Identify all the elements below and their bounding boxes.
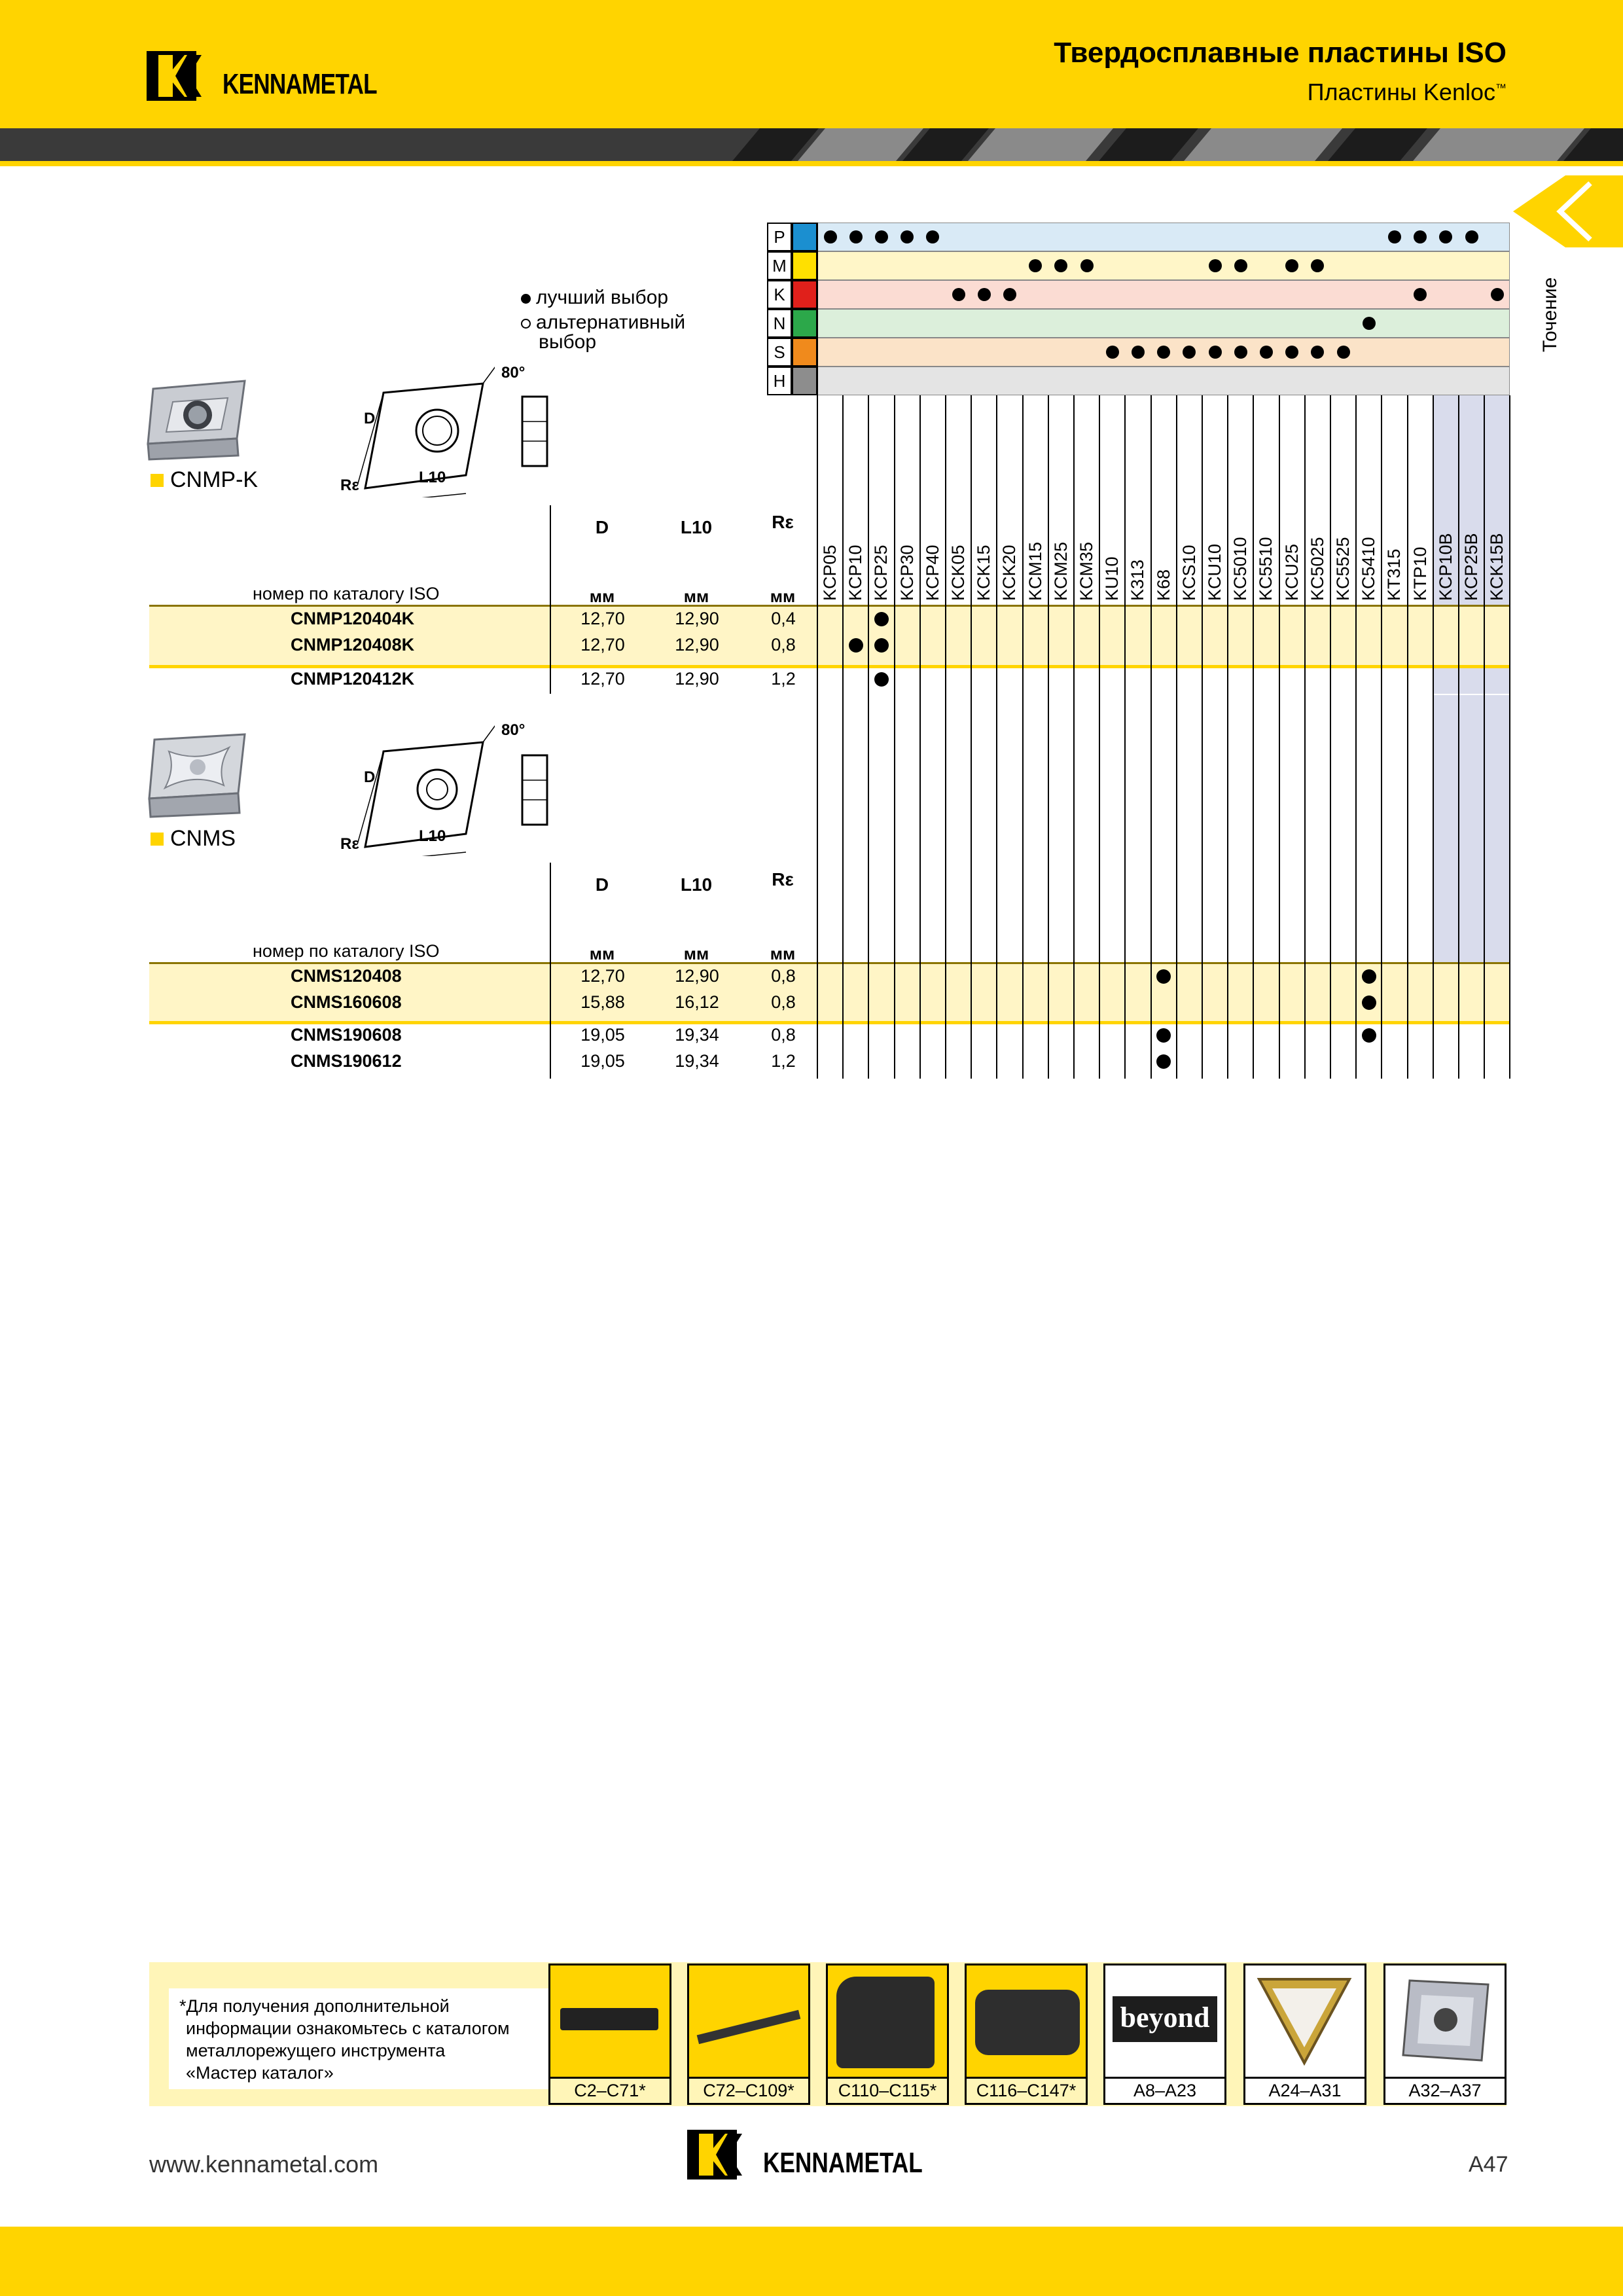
grid-line (868, 395, 869, 1079)
grid-line-left (817, 223, 818, 395)
value-re: 1,2 (771, 669, 796, 689)
dim-d-cnmp: D (364, 410, 376, 427)
value-l10: 12,90 (675, 609, 719, 628)
material-color-P (792, 223, 817, 251)
best-choice-dot-K68 (1156, 1028, 1171, 1043)
material-color-S (792, 338, 817, 367)
reference-thumb-1 (687, 1964, 810, 2079)
grid-line (1304, 395, 1306, 1079)
row-top-line-CNMS (149, 962, 1510, 964)
grade-label-KCK15: KCK15 (974, 545, 994, 601)
reference-note-line-1: *Для получения дополнительной (179, 1996, 450, 2016)
grid-line (1381, 395, 1382, 1079)
grade-label-KC5510: KC5510 (1256, 537, 1276, 601)
side-tab-label: Точение (1539, 277, 1561, 352)
grade-label-KCM35: KCM35 (1077, 541, 1096, 601)
cartridge-icon (836, 1977, 935, 2068)
dim-l10-cnms: L10 (419, 827, 446, 845)
material-row-M (817, 251, 1510, 280)
grid-line (1099, 395, 1100, 1079)
grade-label-KCP05: KCP05 (820, 545, 840, 601)
reference-note-line-3: металлорежущего инструмента (186, 2041, 446, 2060)
divider-numbers (550, 505, 551, 694)
grade-label-KC5025: KC5025 (1307, 537, 1327, 601)
value-d: 12,70 (580, 669, 625, 689)
grid-line (1253, 395, 1254, 1079)
col-header-re: Rε (772, 512, 794, 532)
material-row-N (817, 309, 1510, 338)
material-color-N (792, 309, 817, 338)
dim-angle-cnms: 80° (501, 721, 526, 739)
value-re: 0,4 (771, 609, 796, 628)
footer-band (0, 2227, 1623, 2296)
material-dot-K-KCK15B (1491, 288, 1504, 301)
col-header-catalog: номер по каталогу ISO (253, 584, 440, 603)
grid-line (1176, 395, 1177, 1079)
material-letter-K: K (767, 280, 792, 309)
material-dot-S-KCU10 (1209, 346, 1222, 359)
value-d: 19,05 (580, 1051, 625, 1071)
reference-page-3: C116–C147* (965, 2079, 1088, 2105)
col-header-d: D (595, 517, 609, 537)
material-dot-M-KC5010 (1234, 259, 1247, 272)
material-row-P (817, 223, 1510, 251)
material-dot-M-KCM35 (1080, 259, 1094, 272)
col-header-d: D (595, 874, 609, 895)
best-choice-dot-KC5410 (1362, 1028, 1376, 1043)
grade-label-KCP10: KCP10 (846, 545, 866, 601)
row-sep-line-CNMP-K (149, 665, 1510, 668)
reference-page-0: C2–C71* (548, 2079, 671, 2105)
grid-line (894, 395, 895, 1079)
value-d: 12,70 (580, 966, 625, 986)
reference-page-2: C110–C115* (826, 2079, 949, 2105)
value-re: 0,8 (771, 1025, 796, 1045)
value-d: 12,70 (580, 635, 625, 655)
footer-logo-wordmark: KENNAMETAL (763, 2147, 923, 2179)
row-sep-line-CNMS (149, 1021, 1510, 1024)
best-choice-dot-KCP25 (874, 672, 889, 687)
grid-line (1509, 395, 1510, 1079)
grid-line (1407, 395, 1408, 1079)
grid-line (1202, 395, 1203, 1079)
col-header-catalog: номер по каталогу ISO (253, 941, 440, 961)
catalog-number: CNMS120408 (291, 966, 402, 986)
grid-line (1048, 395, 1049, 1079)
grid-line (842, 395, 844, 1079)
footer-url[interactable]: www.kennametal.com (149, 2151, 379, 2178)
grid-line (996, 395, 997, 1079)
material-row-H (817, 367, 1510, 395)
unit-l10: мм (683, 944, 709, 963)
value-d: 19,05 (580, 1025, 625, 1045)
grade-label-KCK20: KCK20 (999, 545, 1020, 601)
grid-line (1330, 395, 1331, 1079)
catalog-number: CNMS190612 (291, 1051, 402, 1071)
col-header-re: Rε (772, 869, 794, 889)
material-dot-K-KCK05 (952, 288, 965, 301)
grade-label-KCP10B: KCP10B (1435, 533, 1455, 601)
grade-label-KCS10: KCS10 (1179, 545, 1199, 601)
best-choice-dot-KC5410 (1362, 969, 1376, 984)
dim-d-cnms: D (364, 768, 376, 786)
grid-line (919, 395, 921, 1079)
material-dot-K-KCK20 (1003, 288, 1016, 301)
material-color-H (792, 367, 817, 395)
grid-line (1484, 395, 1485, 1079)
grade-label-KCP40: KCP40 (922, 545, 942, 601)
catalog-number: CNMP120412K (291, 669, 415, 689)
material-letter-S: S (767, 338, 792, 367)
grid-line (1355, 395, 1357, 1079)
grid-line (1433, 395, 1434, 1079)
material-letter-H: H (767, 367, 792, 395)
tool-holder-icon (560, 2008, 658, 2030)
unit-re: мм (770, 944, 796, 963)
material-dot-S-KU10 (1106, 346, 1119, 359)
grade-label-KCP25: KCP25 (871, 545, 891, 601)
material-dot-S-KC5510 (1260, 346, 1273, 359)
value-l10: 19,34 (675, 1051, 719, 1071)
dim-l10-cnmp: L10 (419, 469, 446, 486)
reference-page-5: A24–A31 (1243, 2079, 1366, 2105)
unit-d: мм (589, 586, 615, 606)
footer-kennametal-logo (687, 2128, 962, 2181)
grid-line (1022, 395, 1024, 1079)
value-l10: 19,34 (675, 1025, 719, 1045)
best-choice-dot-KCP10 (849, 638, 863, 653)
shaded-gap (1433, 694, 1510, 695)
page-title: Твердосплавные пластины ISO (1054, 37, 1507, 69)
grid-line (1073, 395, 1075, 1079)
triangle-insert-icon (1255, 1975, 1353, 2067)
value-d: 12,70 (580, 609, 625, 628)
reference-note-line-2: информации ознакомьтесь с каталогом (186, 2018, 510, 2038)
logo-wordmark: KENNAMETAL (223, 68, 377, 100)
material-dot-K-KCK15 (978, 288, 991, 301)
value-re: 0,8 (771, 635, 796, 655)
grade-label-KC5410: KC5410 (1359, 537, 1379, 601)
material-dot-P-KT315 (1388, 230, 1401, 243)
catalog-number: CNMS190608 (291, 1025, 402, 1045)
reference-page-6: A32–A37 (1383, 2079, 1507, 2105)
material-letter-N: N (767, 309, 792, 338)
grade-label-KC5525: KC5525 (1333, 537, 1353, 601)
grid-line (1458, 395, 1459, 1079)
grade-label-KU10: KU10 (1102, 556, 1122, 601)
grade-selection-table (0, 0, 1623, 1113)
row-top-line-CNMP-K (149, 605, 1510, 607)
grade-label-KC5010: KC5010 (1230, 537, 1251, 601)
material-dot-N-KC5410 (1363, 317, 1376, 330)
modular-head-icon (975, 1990, 1080, 2055)
value-l10: 12,90 (675, 669, 719, 689)
value-l10: 16,12 (675, 992, 719, 1012)
col-header-l10: L10 (680, 874, 713, 895)
material-dot-P-KCP25B (1465, 230, 1478, 243)
grade-label-KTP10: KTP10 (1410, 547, 1430, 601)
dim-angle-cnmp: 80° (501, 364, 526, 382)
best-choice-dot-K68 (1156, 1054, 1171, 1069)
catalog-number: CNMP120408K (291, 635, 415, 655)
value-re: 0,8 (771, 992, 796, 1012)
grade-label-K68: K68 (1153, 569, 1173, 601)
grid-line (1279, 395, 1280, 1079)
grade-label-KCU10: KCU10 (1205, 543, 1224, 601)
unit-l10: мм (683, 586, 709, 606)
grid-line (945, 395, 946, 1079)
material-dot-S-KC5010 (1234, 346, 1247, 359)
value-l10: 12,90 (675, 966, 719, 986)
grade-label-KT315: KT315 (1384, 548, 1404, 601)
material-dot-P-KCP10 (849, 230, 863, 243)
unit-d: мм (589, 944, 615, 963)
reference-page-1: C72–C109* (687, 2079, 810, 2105)
section-label-cnmp: CNMP-K (151, 467, 258, 493)
col-header-l10: L10 (680, 517, 713, 537)
section-label-cnms: CNMS (151, 826, 236, 852)
grid-line (1124, 395, 1126, 1079)
material-color-K (792, 280, 817, 309)
grade-label-KCK05: KCK05 (948, 545, 968, 601)
value-re: 0,8 (771, 966, 796, 986)
material-letter-M: M (767, 251, 792, 280)
dim-r-cnms: Rε (340, 835, 359, 853)
grade-label-KCM15: KCM15 (1025, 541, 1045, 601)
value-l10: 12,90 (675, 635, 719, 655)
dim-r-cnmp: Rε (340, 476, 359, 494)
grid-line (817, 395, 818, 1079)
unit-re: мм (770, 586, 796, 606)
shaded-columns (1433, 395, 1510, 962)
best-choice-dot-KCP25 (874, 612, 889, 626)
grid-line (1227, 395, 1228, 1079)
material-row-K (817, 280, 1510, 309)
reference-note-line-4: «Мастер каталог» (186, 2063, 334, 2083)
square-insert-icon (1398, 1975, 1493, 2067)
best-choice-dot-KCP25 (874, 638, 889, 653)
grade-label-KCU25: KCU25 (1281, 543, 1302, 601)
page-subtitle: Пластины Kenloc™ (1307, 79, 1507, 105)
material-dot-P-KCP25 (875, 230, 888, 243)
grid-line (971, 395, 972, 1079)
beyond-logo: beyond (1113, 1996, 1217, 2042)
material-dot-M-KCU10 (1209, 259, 1222, 272)
grade-label-KCM25: KCM25 (1050, 541, 1071, 601)
material-color-M (792, 251, 817, 280)
page-number: A47 (1469, 2152, 1508, 2177)
material-letter-P: P (767, 223, 792, 251)
material-dot-S-KC5525 (1337, 346, 1350, 359)
divider-numbers (550, 863, 551, 1079)
catalog-number: CNMP120404K (291, 609, 415, 628)
grid-line (1150, 395, 1152, 1079)
material-dot-S-K313 (1132, 346, 1145, 359)
value-re: 1,2 (771, 1051, 796, 1071)
best-choice-dot-KC5410 (1362, 996, 1376, 1010)
grade-label-KCP30: KCP30 (897, 545, 917, 601)
value-d: 15,88 (580, 992, 625, 1012)
catalog-number: CNMS160608 (291, 992, 402, 1012)
material-dot-P-KCP05 (824, 230, 837, 243)
grade-label-KCK15B: KCK15B (1487, 533, 1507, 601)
reference-page-4: A8–A23 (1103, 2079, 1226, 2105)
reference-note-box (169, 1988, 551, 2089)
grade-label-K313: K313 (1128, 559, 1148, 601)
legend-alt: альтернативный выбор (521, 313, 685, 352)
grade-label-KCP25B: KCP25B (1461, 533, 1481, 601)
legend-best: лучший выбор (521, 287, 668, 309)
